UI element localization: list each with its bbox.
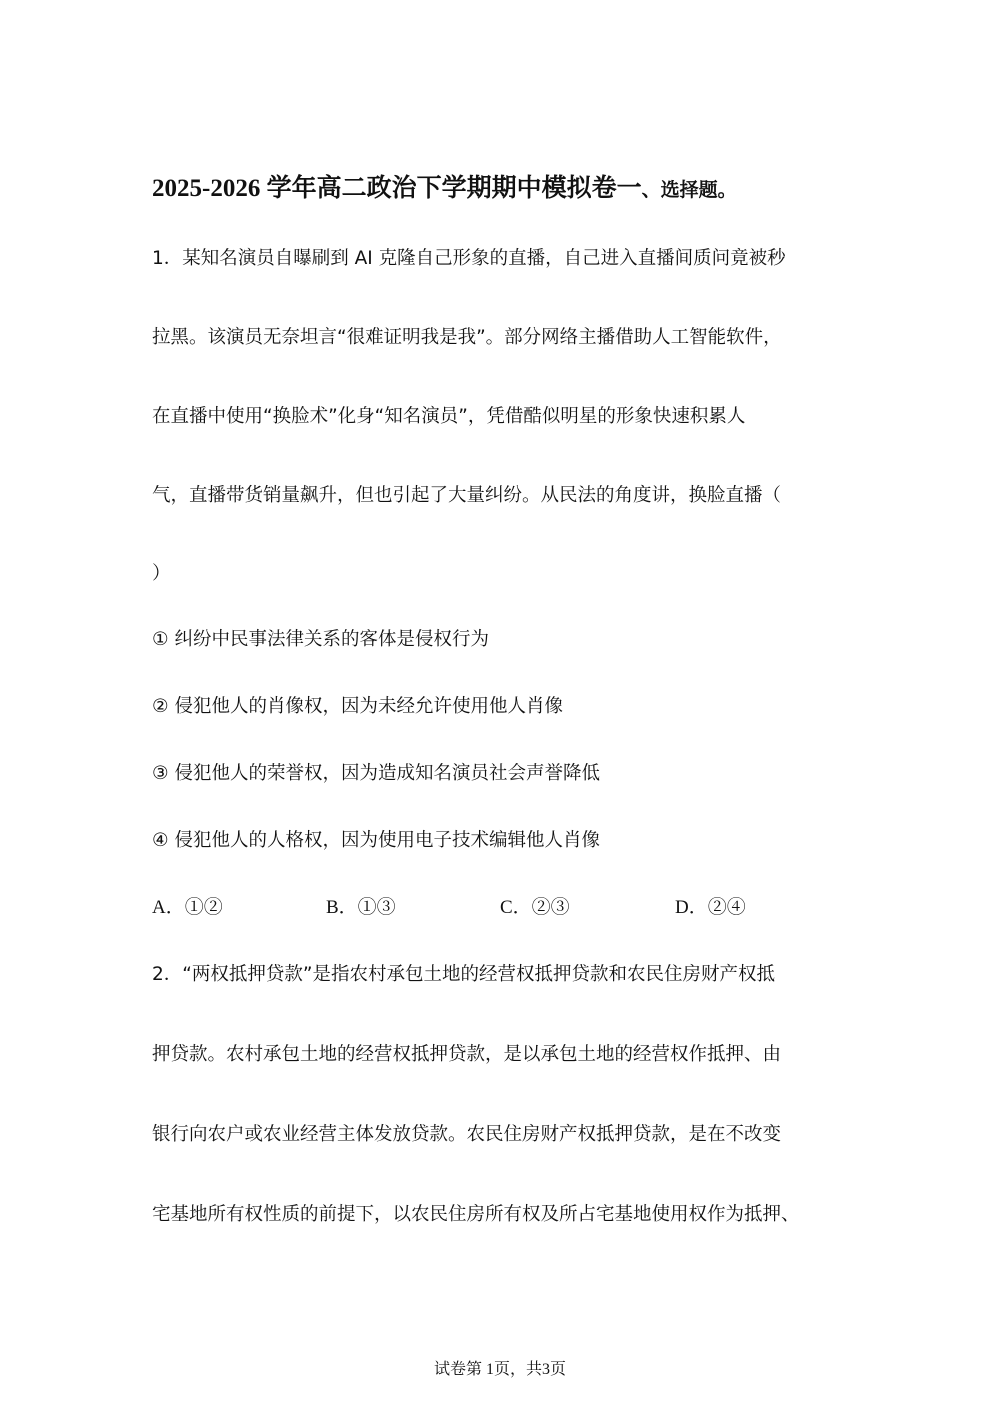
question-2-line: 2．“两权抵押贷款”是指农村承包土地的经营权抵押贷款和农民住房财产权抵 [152,964,775,985]
question-2-line: 押贷款。农村承包土地的经营权抵押贷款，是以承包土地的经营权作抵押、由 [152,1044,782,1065]
question-2-line: 宅基地所有权性质的前提下，以农民住房所有权及所占宅基地使用权作为抵押、 [152,1204,800,1225]
title-main: 2025-2026 学年高二政治下学期期中模拟卷一 [152,175,642,202]
question-1-line: 拉黑。该演员无奈坦言“很难证明我是我”。部分网络主播借助人工智能软件， [152,327,782,348]
statement-3: ③ 侵犯他人的荣誉权，因为造成知名演员社会声誉降低 [152,763,600,784]
question-1-line: 气，直播带货销量飙升，但也引起了大量纠纷。从民法的角度讲，换脸直播（ [152,485,782,506]
question-2-line: 银行向农户或农业经营主体发放贷款。农民住房财产权抵押贷款，是在不改变 [152,1124,782,1145]
option-a[interactable]: A．①② [152,897,223,918]
statement-1: ① 纠纷中民事法律关系的客体是侵权行为 [152,629,489,650]
answer-options [152,892,852,920]
page-title [152,168,737,204]
statement-2: ② 侵犯他人的肖像权，因为未经允许使用他人肖像 [152,696,563,717]
option-c[interactable]: C．②③ [500,897,570,918]
question-1-line: ） [152,563,171,584]
section-heading: 、选择题。 [641,180,737,201]
option-d[interactable]: D．②④ [675,897,746,918]
question-1-line: 在直播中使用“换脸术”化身“知名演员”，凭借酷似明星的形象快速积累人 [152,406,746,427]
option-b[interactable]: B．①③ [326,897,396,918]
page-footer: 试卷第 1页，共3页 [433,1361,566,1378]
question-1-line: 1．某知名演员自曝刷到 AI 克隆自己形象的直播，自己进入直播间质问竟被秒 [152,248,786,269]
statement-4: ④ 侵犯他人的人格权，因为使用电子技术编辑他人肖像 [152,830,600,851]
